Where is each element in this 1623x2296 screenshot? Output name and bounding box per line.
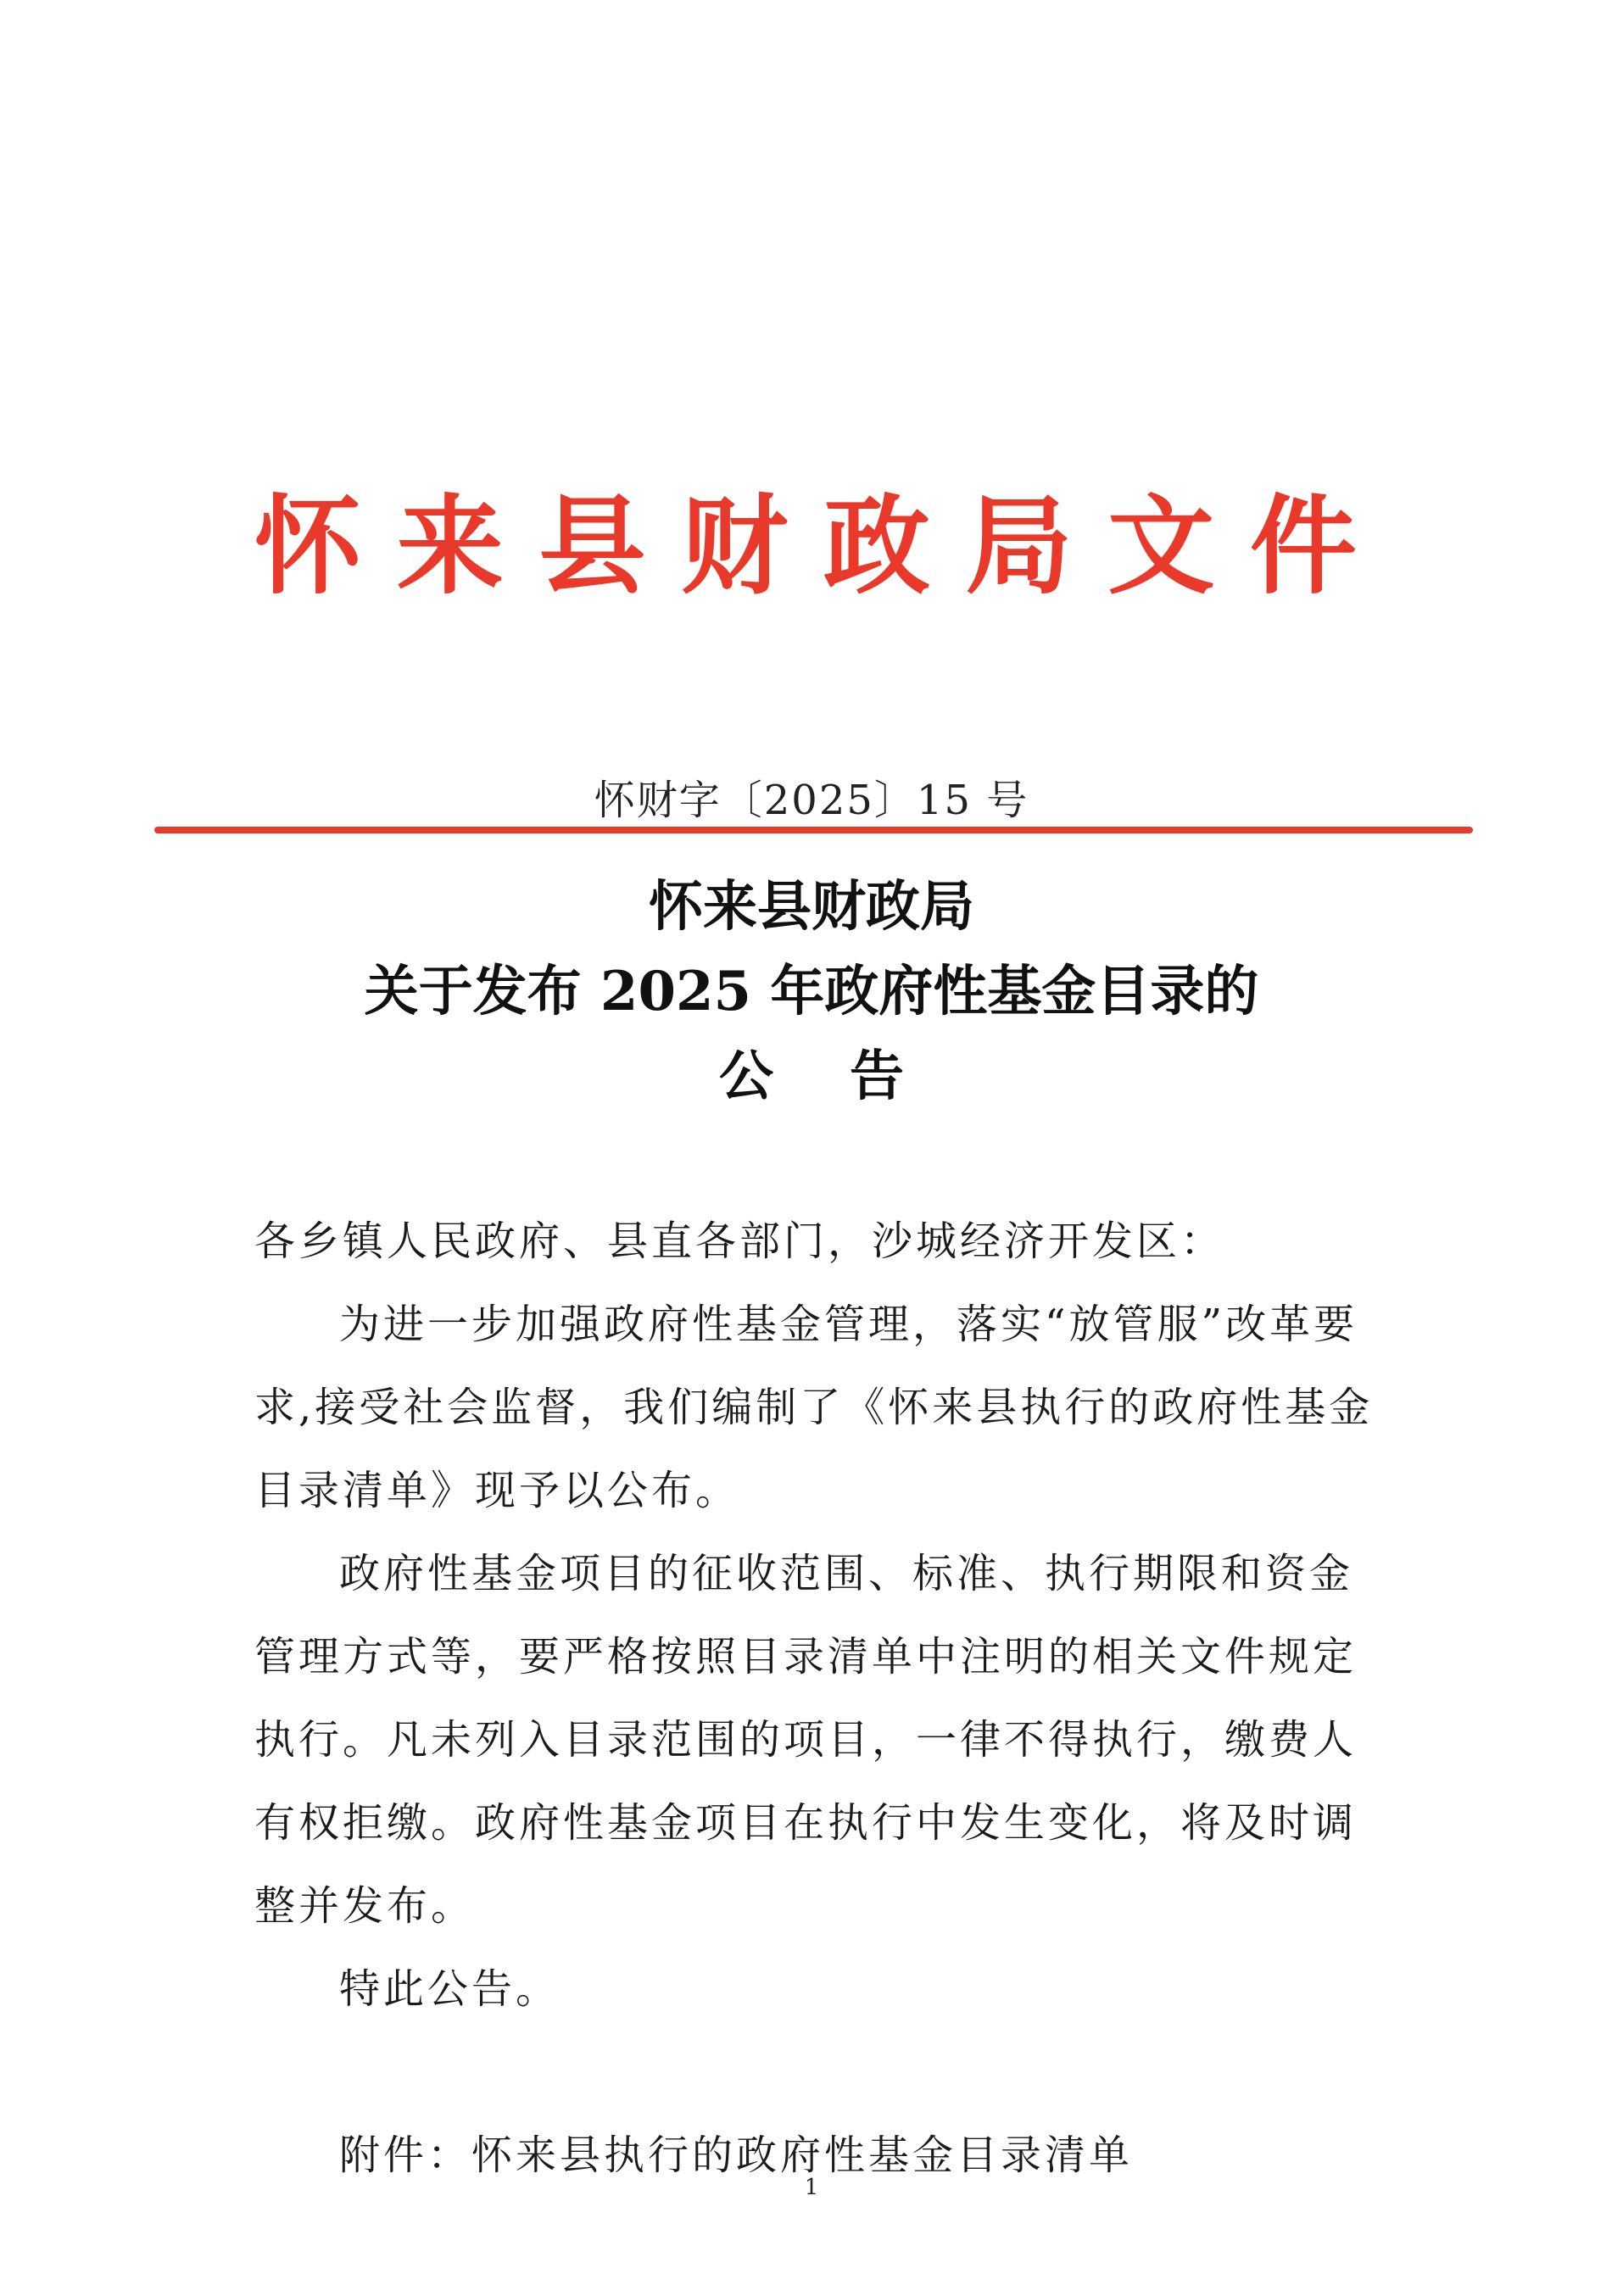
red-divider-line <box>154 827 1473 833</box>
masthead-char: 件 <box>1249 484 1357 609</box>
masthead-char: 来 <box>396 484 504 609</box>
document-body <box>254 1200 1391 2197</box>
masthead-char: 局 <box>965 484 1073 609</box>
title-line-3: 公告 <box>719 1045 980 1108</box>
title-line-1: 怀来县财政局 <box>649 875 974 939</box>
document-number: 怀财字〔2025〕15 号 <box>594 777 1029 824</box>
salutation: 各乡镇人民政府、县直各部门，沙城经济开发区： <box>254 1218 1225 1265</box>
masthead-char: 政 <box>823 484 930 609</box>
title-line-2: 关于发布 2025 年政府性基金目录的 <box>364 960 1259 1023</box>
masthead-char: 文 <box>1107 484 1215 609</box>
masthead-title <box>254 479 1357 615</box>
attachment-line: 附件：怀来县执行的政府性基金目录清单 <box>339 2132 1134 2179</box>
paragraph-2: 政府性基金项目的征收范围、标准、执行期限和资金管理方式等，要严格按照目录清单中注明的相关文件规定执行。凡未列入目录范围的项目，一律不得执行，缴费人有权拒缴。政府性基金项目在执行中发生变化，将及时调整并发布。 <box>254 1550 1358 1930</box>
spacer <box>254 2031 1391 2114</box>
masthead-char: 财 <box>681 484 789 609</box>
document-title <box>0 865 1623 1119</box>
masthead-char: 怀 <box>254 484 361 609</box>
paragraph-1: 为进一步加强政府性基金管理，落实“放管服”改革要求,接受社会监督，我们编制了《怀来县执行的政府性基金目录清单》现予以公布。 <box>254 1301 1374 1514</box>
page-number: 1 <box>804 2175 819 2200</box>
masthead-char: 县 <box>538 484 646 609</box>
paragraph-3: 特此公告。 <box>339 1965 561 2013</box>
